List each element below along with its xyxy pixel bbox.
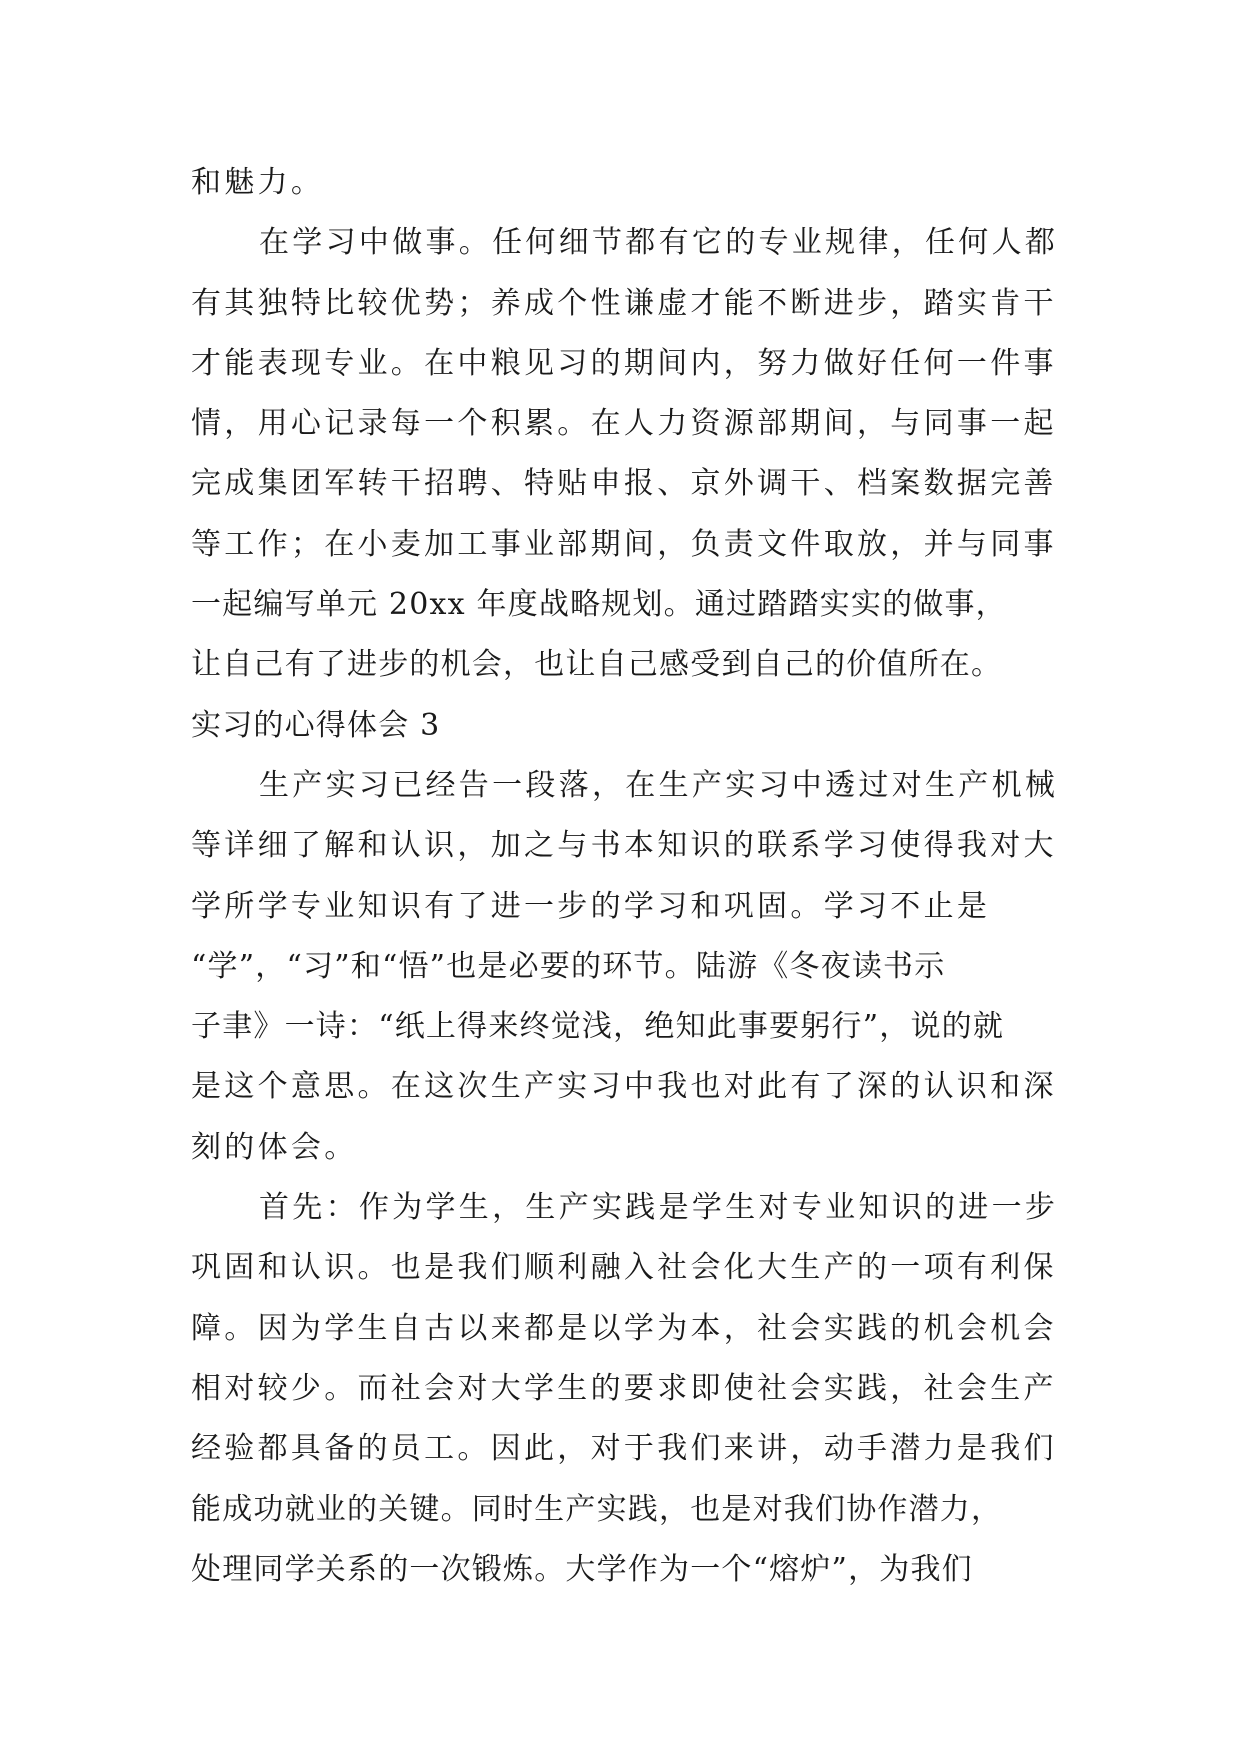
paragraph-line: 经验都具备的员工。因此，对于我们来讲，动手潜力是我们: [191, 1431, 1057, 1467]
paragraph-line: 完成集团军转干招聘、特贴申报、京外调干、档案数据完善: [191, 466, 1057, 502]
paragraph-line: 相对较少。而社会对大学生的要求即使社会实践，社会生产: [191, 1370, 1057, 1406]
paragraph-line: “学”，“习”和“悟”也是必要的环节。陆游《冬夜读书示: [191, 948, 946, 984]
paragraph-line: 障。因为学生自古以来都是以学为本，社会实践的机会机会: [191, 1310, 1057, 1346]
paragraph-line: 才能表现专业。在中粮见习的期间内，努力做好任何一件事: [191, 345, 1057, 381]
paragraph-line: 等详细了解和认识，加之与书本知识的联系学习使得我对大: [191, 828, 1057, 864]
paragraph-line: 学所学专业知识有了进一步的学习和巩固。学习不止是: [191, 888, 991, 924]
paragraph-line: 让自己有了进步的机会，也让自己感受到自己的价值所在。: [191, 647, 1003, 683]
paragraph-line: 和魅力。: [191, 165, 325, 200]
paragraph-line: 在学习中做事。任何细节都有它的专业规律，任何人都: [259, 225, 1059, 261]
paragraph-line: 等工作；在小麦加工事业部期间，负责文件取放，并与同事: [191, 526, 1057, 562]
paragraph-line: 情，用心记录每一个积累。在人力资源部期间，与同事一起: [191, 406, 1057, 442]
paragraph-line: 是这个意思。在这次生产实习中我也对此有了深的认识和深: [191, 1069, 1057, 1105]
paragraph-line: 刻的体会。: [191, 1129, 358, 1165]
paragraph-line: 处理同学关系的一次锻炼。大学作为一个“熔炉”，为我们: [191, 1551, 973, 1587]
paragraph-line: 一起编写单元 20xx 年度战略规划。通过踏踏实实的做事，: [191, 587, 1007, 623]
paragraph-line: 生产实习已经告一段落，在生产实习中透过对生产机械: [259, 767, 1059, 803]
paragraph-line: 首先：作为学生，生产实践是学生对专业知识的进一步: [259, 1190, 1059, 1226]
paragraph-line: 有其独特比较优势；养成个性谦虚才能不断进步，踏实肯干: [191, 285, 1057, 321]
paragraph-line: 子聿》一诗：“纸上得来终觉浅，绝知此事要躬行”，说的就: [191, 1009, 1005, 1045]
document-body: [191, 153, 1071, 1600]
paragraph-line: 能成功就业的关键。同时生产实践，也是对我们协作潜力，: [191, 1491, 1003, 1527]
paragraph-line: 巩固和认识。也是我们顺利融入社会化大生产的一项有利保: [191, 1250, 1057, 1286]
section-heading: 实习的心得体会 3: [191, 707, 441, 743]
